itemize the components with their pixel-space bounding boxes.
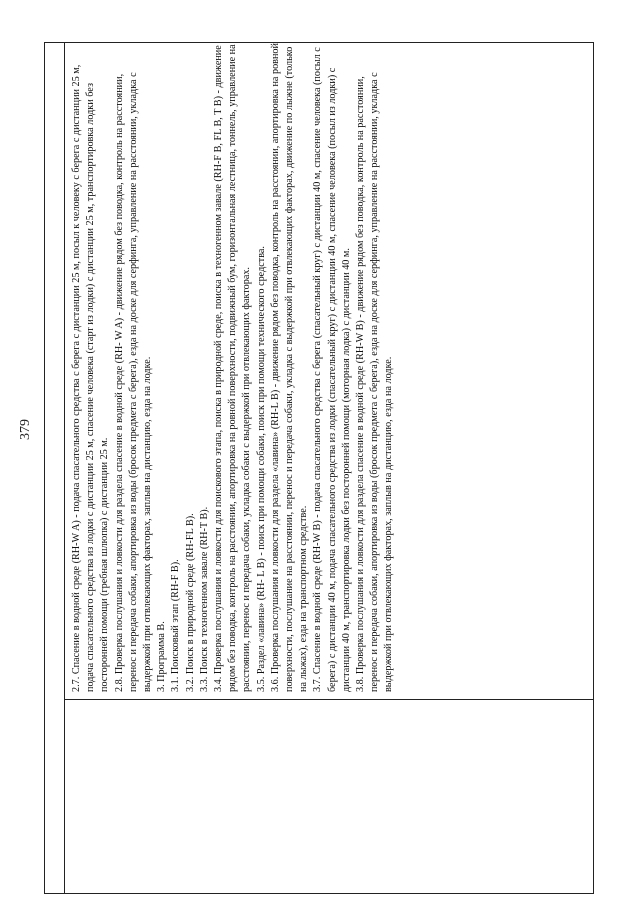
paragraph-2-8: 2.8. Проверка послушания и ловкости для раздела спасение в водной среде (RH- W A) - движение рядом без поводка, контроль на расстоянии, перенос и передача собаки, апортировка из воды (бросок предмета с берега), езда на доске для серфинга, управление на расстоянии, укладка с выдержкой при отвлекающих факторах, заплыв на дистанцию, езда на лодке. [113, 72, 154, 692]
table-cell-content [70, 42, 590, 692]
table-column-divider [64, 42, 65, 894]
page-number: 379 [18, 419, 33, 440]
table-border-bottom [44, 893, 594, 894]
paragraph-2-7: 2.7. Спасение в водной среде (RH-W A) - подача спасательного средства с берега с дистанции 25 м, посыл к человеку с берега с дистанции 25 м, подача спасательного средства из лодки с дистанции 25 м, спасение человека (старт из лодки) с дистанции 25 м, транспортировка лодки без посторонней помощи (гребная шлюпка) с дистанции 25 м. [71, 64, 111, 692]
table-border-left [44, 42, 45, 894]
table-row-divider [64, 699, 593, 700]
paragraph-3-2: 3.2. Поиск в природной среде (RH-FL B). [184, 513, 196, 692]
paragraph-3-4: 3.4. Проверка послушания и ловкости для поискового этапа, поиска в природной среде, поиска в техногенном завале (RH-F B, FL B, T B) - движение рядом без поводка, контроль на расстоянии, апортировка на ровной поверхности, подвижный бум, горизонтальная лестница, тоннель, управление на расстоянии, перенос и передача собаки, укладка собаки с выдержкой при отвлекающих факторах. [213, 44, 253, 692]
paragraph-3-5: 3.5. Раздел «лавина» (RH- L B) - поиск при помощи собаки, поиск при помощи технического средства. [255, 246, 267, 692]
paragraph-3-8: 3.8. Проверка послушания и ловкости для раздела спасение в водной среде (RH-W B) - движение рядом без поводка, контроль на расстоянии, перенос и передача собаки, апортировка из воды (бросок предмета с берега), езда на доске для серфинга, управление на расстоянии, укладка с выдержкой при отвлекающих факторах, заплыв на дистанцию, езда на лодке. [355, 72, 395, 692]
paragraph-3-3: 3.3. Поиск в техногенном завале (RH-T B). [198, 506, 210, 692]
paragraph-3-6: 3.6. Проверка послушания и ловкости для раздела «лавина» (RH-L B) - движение рядом без поводка, контроль на расстоянии, апортировка на ровной поверхности, послушание на расстоянии, перенос и передача собаки, укладка с выдержкой при отвлекающих факторах, движение по лыжне (только на лыжах), езда на транспортном средстве. [269, 43, 310, 692]
table-border-right [593, 42, 594, 894]
paragraph-3-7: 3.7. Спасение в водной среде (RH-W B) - подача спасательного средства с берега (спасательный круг) с дистанции 40 м, спасение человека (посыл с берега) с дистанции 40 м, подача спасательного средства из лодки (спасательный круг) с дистанции 40 м, спасение человека (посыл из лодки) с дистанции 40 м, транспортировка лодки без посторонней помощи (моторная лодка) с дистанции 40 м. [312, 47, 352, 692]
paragraph-3: 3. Программа В. [156, 621, 168, 692]
paragraph-3-1: 3.1. Поисковый этап (RH-F B). [170, 559, 182, 692]
